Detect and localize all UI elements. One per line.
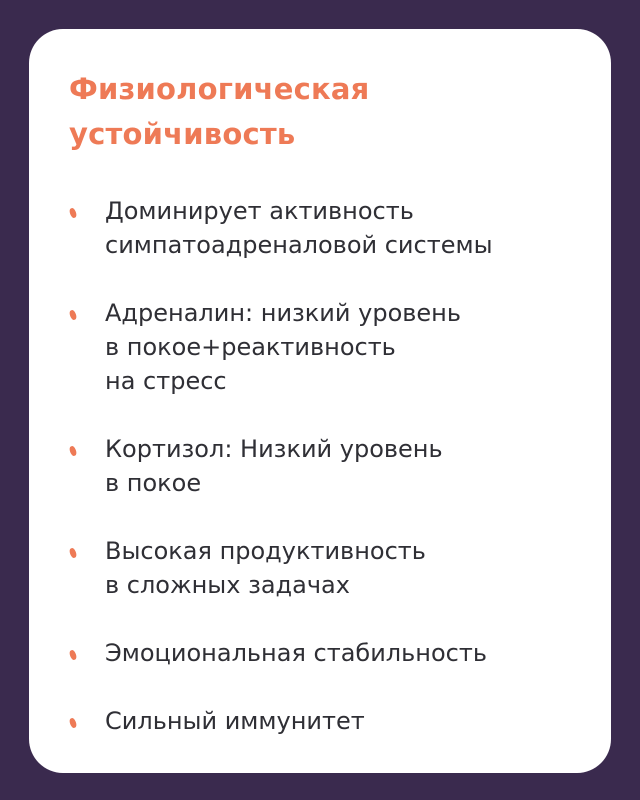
- orange-dot-icon: [68, 717, 77, 728]
- list-item-text: Высокая продуктивность в сложных задачах: [105, 537, 426, 599]
- orange-dot-icon: [68, 649, 77, 660]
- orange-dot-icon: [68, 445, 77, 456]
- orange-dot-icon: [68, 547, 77, 558]
- list-item-text: Эмоциональная стабильность: [105, 639, 487, 667]
- content-card: [29, 29, 611, 773]
- list-item-text: Кортизол: Низкий уровень в покое: [105, 435, 443, 497]
- card-title: Физиологическая устойчивость: [69, 72, 370, 151]
- list-item-text: Адреналин: низкий уровень в покое+реактивность на стресс: [105, 299, 461, 395]
- orange-dot-icon: [68, 309, 77, 320]
- orange-dot-icon: [68, 207, 77, 218]
- list-item-text: Доминирует активность симпатоадреналовой системы: [105, 197, 493, 259]
- list-item-text: Сильный иммунитет: [105, 707, 365, 735]
